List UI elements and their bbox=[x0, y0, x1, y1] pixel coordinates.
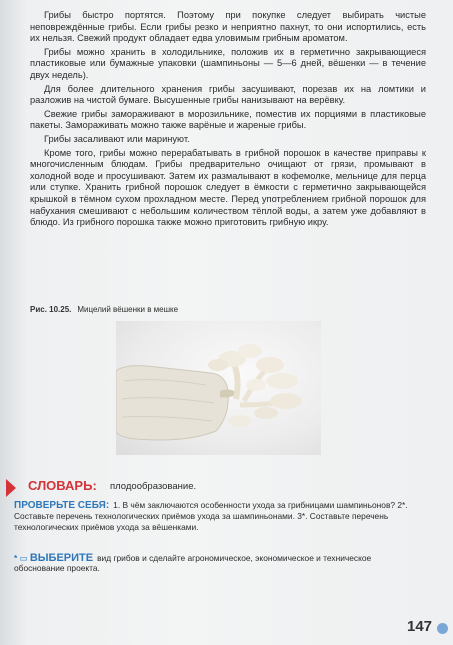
choose-text: вид грибов и сделайте агрономическое, экономическое и техническое обоснование проекта. bbox=[14, 553, 372, 574]
paragraph: Грибы быстро портятся. Поэтому при покупке следует выбирать чистые неповреждённые грибы. Если грибы резко и неприятно пахнут, то они испортились, есть их нельзя. Свежий продукт обладает едва уловимым грибным ароматом. bbox=[30, 10, 426, 44]
figure-label: Рис. 10.25. bbox=[30, 305, 72, 314]
paragraph: Грибы можно хранить в холодильнике, положив их в герметично закрывающиеся пластиковые или бумажные упаковки (шампиньоны — 5—6 дней, вёшенки — в течение двух недель). bbox=[30, 46, 426, 80]
figure-caption-text: Мицелий вёшенки в мешке bbox=[77, 305, 179, 314]
mushroom-mycelium-photo bbox=[116, 321, 321, 455]
paragraph: Грибы засаливают или маринуют. bbox=[44, 133, 190, 144]
vocabulary-term: плодообразование. bbox=[110, 481, 197, 492]
main-text bbox=[30, 10, 426, 231]
figure-caption bbox=[30, 305, 330, 314]
check-yourself-text: 1. В чём заключаются особенности ухода за грибницами шампиньонов? 2*. Составьте перечень технологических приёмов ухода за шампиньонами. 3*. Составьте перечень технологических приёмов ухода за вёшенками. bbox=[14, 500, 408, 532]
choose-section bbox=[14, 553, 424, 574]
page-number: 147 bbox=[407, 618, 433, 635]
page-number-dot bbox=[437, 623, 448, 634]
asterisk-bullet: * bbox=[14, 553, 18, 563]
paragraph: Для более длительного хранения грибы засушивают, порезав их на ломтики и разложив на чистой бумаге. Высушенные грибы нанизывают на верёвку. bbox=[30, 83, 426, 106]
vocabulary-heading: СЛОВАРЬ: bbox=[28, 478, 97, 493]
computer-icon: ▭ bbox=[19, 553, 28, 563]
paragraph: Свежие грибы замораживают в морозильнике, поместив их порциями в пластиковые пакеты. Замораживать можно также варёные и жареные грибы. bbox=[30, 108, 426, 131]
paragraph: Кроме того, грибы можно перерабатывать в грибной порошок в качестве приправы к многочисленным блюдам. Грибы предварительно очищают от грязи, промывают в холодной воде и просушивают. Затем их размалывают в кофемолке, мельнице для перца или ступке. Хранить грибной порошок следует в ёмкости с герметично закрывающейся крышкой в тёмном сухом прохладном месте. Перед употреблением грибной порошок для набухания смешивают с небольшим количеством тёплой воды, а затем уже добавляют в блюдо. Из грибного порошка также можно приготовить грибную икру. bbox=[30, 147, 426, 228]
check-yourself-section bbox=[14, 500, 424, 532]
check-yourself-heading: ПРОВЕРЬТЕ СЕБЯ: bbox=[14, 500, 110, 511]
vocabulary-marker-icon bbox=[4, 477, 18, 499]
choose-heading: ВЫБЕРИТЕ bbox=[29, 552, 94, 564]
mushroom-bag-illustration bbox=[116, 321, 321, 455]
